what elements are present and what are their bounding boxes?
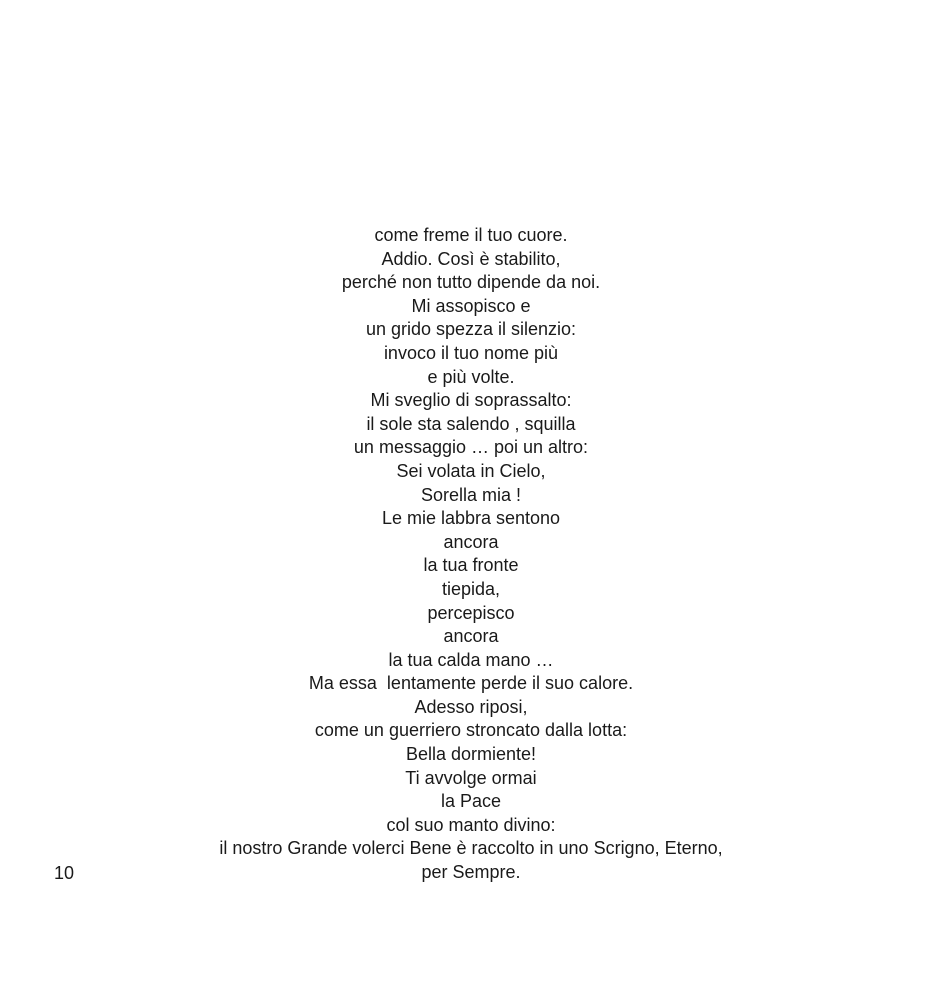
poem-body bbox=[0, 224, 942, 885]
poem-line: ancora bbox=[443, 531, 499, 552]
poem-line: il nostro Grande volerci Bene è raccolto in uno Scrigno, Eterno, bbox=[219, 838, 723, 859]
poem-line: la Pace bbox=[440, 791, 502, 812]
poem-line: Le mie labbra sentono bbox=[381, 508, 561, 529]
poem-line: Ma essa lentamente perde il suo calore. bbox=[308, 673, 634, 694]
poem-line: e più volte. bbox=[427, 366, 515, 387]
poem-line: come un guerriero stroncato dalla lotta: bbox=[314, 720, 628, 741]
poem-line: Addio. Così è stabilito, bbox=[381, 248, 561, 269]
poem-line: percepisco bbox=[427, 602, 515, 623]
poem-line: la tua calda mano … bbox=[388, 649, 554, 670]
poem-line: Mi assopisco e bbox=[411, 295, 531, 316]
poem-line: un messaggio … poi un altro: bbox=[353, 437, 589, 458]
poem-line: Sorella mia ! bbox=[420, 484, 522, 505]
poem-line: Sei volata in Cielo, bbox=[396, 460, 546, 481]
poem-line: Adesso riposi, bbox=[414, 696, 528, 717]
page-number: 10 bbox=[54, 863, 75, 883]
poem-line: Bella dormiente! bbox=[405, 744, 537, 765]
poem-line: perché non tutto dipende da noi. bbox=[341, 272, 601, 293]
poem-line: Mi sveglio di soprassalto: bbox=[370, 390, 572, 411]
poem-line: tiepida, bbox=[441, 578, 501, 599]
poem-line: come freme il tuo cuore. bbox=[374, 225, 568, 245]
poem-line: invoco il tuo nome più bbox=[383, 342, 559, 363]
poem-line: Ti avvolge ormai bbox=[405, 767, 537, 788]
poem-line: un grido spezza il silenzio: bbox=[365, 319, 577, 340]
poem-line: la tua fronte bbox=[423, 555, 519, 576]
poem-line: per Sempre. bbox=[421, 862, 521, 883]
poem-line: il sole sta salendo , squilla bbox=[366, 413, 576, 434]
poem-line: ancora bbox=[443, 626, 499, 647]
poem-line: col suo manto divino: bbox=[386, 814, 556, 835]
